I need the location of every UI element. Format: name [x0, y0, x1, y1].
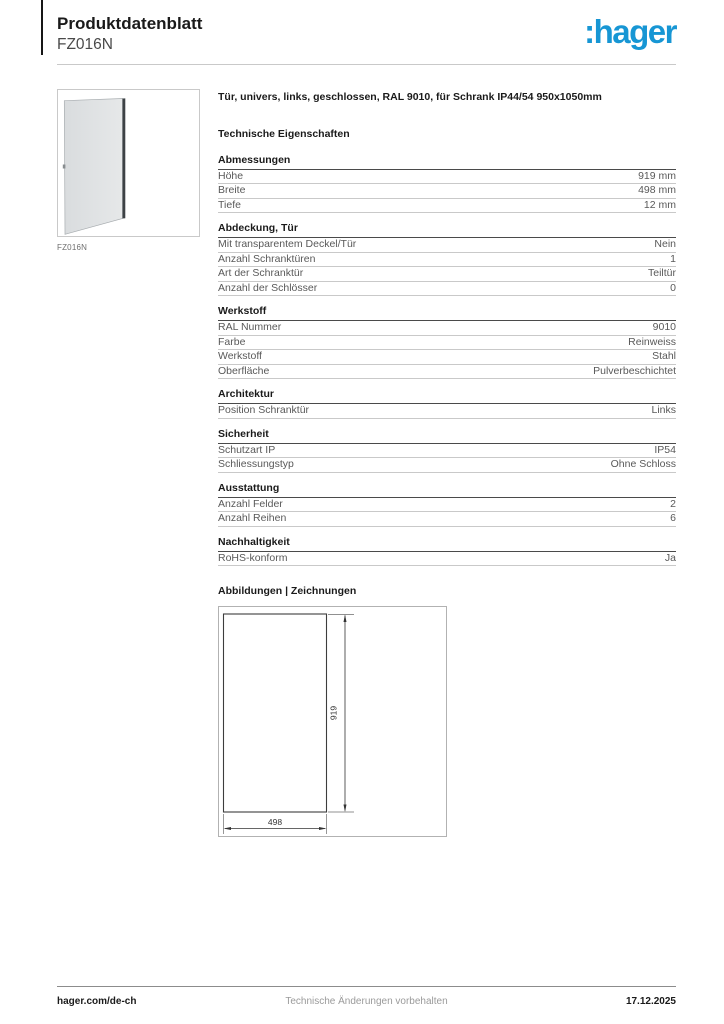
spec-value: 1 [670, 252, 676, 265]
spec-value: 0 [670, 281, 676, 294]
product-image-column [57, 89, 200, 837]
spec-row [218, 350, 676, 365]
spec-row [218, 321, 676, 336]
spec-value: 919 mm [638, 169, 676, 182]
product-image [57, 89, 200, 237]
spec-section [218, 223, 676, 296]
page-title: Produktdatenblatt [57, 14, 203, 33]
spec-value: 12 mm [643, 198, 676, 211]
spec-value: IP54 [654, 443, 676, 456]
content-column [218, 89, 676, 837]
spec-label: Farbe [218, 335, 246, 348]
spec-label: Schutzart IP [218, 443, 276, 456]
spec-row [218, 282, 676, 297]
spec-row [218, 404, 676, 419]
spec-value: Links [651, 404, 676, 417]
spec-value: Teiltür [647, 267, 676, 280]
spec-value: 498 mm [638, 184, 676, 197]
spec-value: Ohne Schloss [610, 458, 676, 471]
spec-section [218, 537, 676, 567]
spec-row [218, 512, 676, 527]
section-title: Werkstoff [218, 306, 676, 321]
spec-row [218, 199, 676, 214]
spec-label: Anzahl Felder [218, 497, 283, 510]
spec-label: Werkstoff [218, 350, 262, 363]
section-title: Ausstattung [218, 483, 676, 498]
dimension-drawing [219, 607, 446, 836]
spec-value: Ja [664, 551, 676, 564]
spec-label: Anzahl der Schlösser [218, 281, 318, 294]
extension-lines [224, 615, 355, 835]
spec-value: Pulverbeschichtet [593, 364, 676, 377]
spec-row [218, 552, 676, 567]
spec-label: Art der Schranktür [218, 267, 304, 280]
spec-row [218, 238, 676, 253]
hager-logo: :hager [584, 13, 676, 50]
header-titles [57, 14, 202, 53]
product-code: FZ016N [57, 35, 113, 53]
spec-section [218, 389, 676, 419]
main-area [57, 89, 676, 837]
section-title: Sicherheit [218, 429, 676, 444]
section-title: Architektur [218, 389, 676, 404]
footer-disclaimer: Technische Änderungen vorbehalten [285, 996, 448, 1007]
spec-label: Anzahl Reihen [218, 512, 287, 525]
drawings-heading: Abbildungen | Zeichnungen [218, 585, 357, 598]
width-dimension-label: 498 [267, 817, 283, 828]
spec-section [218, 306, 676, 379]
spec-value: Nein [654, 238, 676, 251]
spec-label: Breite [218, 184, 246, 197]
spec-sections [218, 155, 676, 567]
technical-drawing [218, 606, 447, 837]
spec-value: 2 [670, 497, 676, 510]
spec-row [218, 458, 676, 473]
drawing-door-outline [224, 614, 327, 812]
spec-value: Reinweiss [628, 335, 676, 348]
footer [57, 986, 676, 1007]
door-edge-strip [123, 99, 126, 219]
spec-label: Höhe [218, 169, 244, 182]
spec-label: Tiefe [218, 198, 241, 211]
product-image-caption: FZ016N [57, 243, 88, 253]
section-title: Abdeckung, Tür [218, 223, 676, 238]
footer-date: 17.12.2025 [625, 996, 676, 1007]
spec-label: Schliessungstyp [218, 458, 294, 471]
spec-value: 6 [670, 512, 676, 525]
footer-website-link[interactable]: hager.com/de-ch [57, 996, 137, 1007]
section-title: Abmessungen [218, 155, 676, 170]
spec-row [218, 184, 676, 199]
spec-section [218, 155, 676, 214]
spec-row [218, 170, 676, 185]
height-dimension-label: 919 [328, 706, 339, 721]
spec-row [218, 498, 676, 513]
header-divider [57, 64, 676, 65]
spec-value: 9010 [652, 321, 676, 334]
product-description: Tür, univers, links, geschlossen, RAL 9010, für Schrank IP44/54 950x1050mm [218, 91, 602, 104]
spec-label: Mit transparentem Deckel/Tür [218, 238, 357, 251]
spec-label: Oberfläche [218, 364, 270, 377]
spec-row [218, 444, 676, 459]
door-illustration [58, 90, 199, 236]
width-dimension [224, 817, 327, 830]
spec-value: Stahl [652, 350, 676, 363]
spec-section [218, 429, 676, 473]
height-dimension [329, 615, 347, 813]
spec-label: RAL Nummer [218, 321, 282, 334]
spec-section [218, 483, 676, 527]
header [57, 0, 676, 53]
door-handle [63, 165, 66, 169]
spec-label: RoHS-konform [218, 551, 288, 564]
specs-heading: Technische Eigenschaften [218, 127, 350, 140]
spec-row [218, 253, 676, 268]
section-title: Nachhaltigkeit [218, 537, 676, 552]
spec-row [218, 267, 676, 282]
spec-label: Anzahl Schranktüren [218, 252, 316, 265]
door-panel [64, 99, 122, 235]
spec-label: Position Schranktür [218, 404, 310, 417]
crop-mark [41, 0, 43, 55]
spec-row [218, 365, 676, 380]
spec-row [218, 336, 676, 351]
